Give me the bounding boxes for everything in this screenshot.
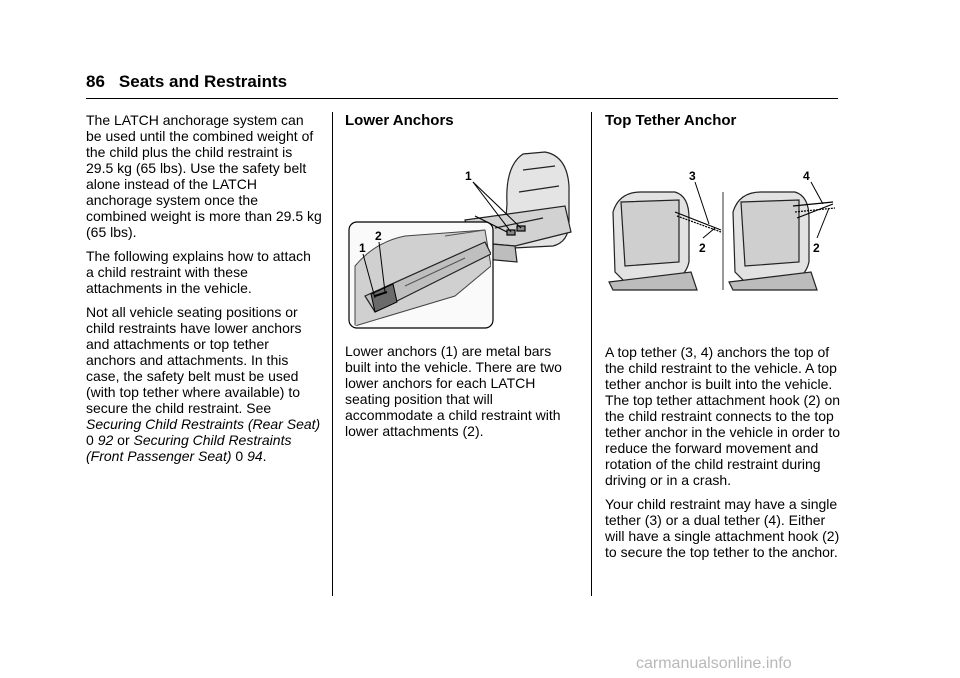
column-1 — [86, 112, 322, 472]
ref-rear-seat-link[interactable]: Securing Child Restraints (Rear Seat) — [86, 416, 321, 432]
ref-front-seat-link[interactable]: Securing Child Restraints (Front Passenger Seat) — [86, 432, 292, 464]
paragraph-not-all-positions — [86, 304, 322, 464]
page-header — [86, 72, 838, 92]
page-ref-symbol: 0 — [235, 448, 244, 464]
top-tether-illustration — [605, 162, 841, 292]
paragraph-latch-weight: The LATCH anchorage system can be used until the combined weight of the child plus the child restraint is 29.5 kg (65 lbs). Use the safety belt alone instead of the LATCH anchorage system once the combined weight is more than 29.5 kg (65 lbs). — [86, 112, 322, 240]
page-ref-symbol: 0 — [86, 432, 94, 448]
column-divider-2 — [591, 112, 592, 596]
paragraph-text: Not all vehicle seating positions or child restraints have lower anchors and attachments or top tether anchors and attachments. In this case, the safety belt must be used (with top tether where available) to secure the child restraint. See — [86, 304, 302, 416]
label-2-right: 2 — [813, 241, 820, 255]
top-tether-text — [605, 344, 841, 568]
ref-front-seat-page[interactable]: 94 — [247, 448, 263, 464]
paragraph-tether-types: Your child restraint may have a single tether (3) or a dual tether (4). Either will have a single attachment hook (2) to secure the top tether to the anchor. — [605, 496, 840, 560]
label-2-left: 2 — [699, 241, 706, 255]
or-text: or — [117, 432, 130, 448]
section-title: Seats and Restraints — [118, 72, 288, 91]
ref-rear-seat-page[interactable]: 92 — [97, 432, 114, 448]
label-1-inset: 1 — [359, 241, 366, 255]
label-3: 3 — [689, 169, 696, 183]
column-2 — [345, 112, 577, 130]
label-1-top: 1 — [465, 169, 472, 183]
watermark: carmanualsonline.info — [636, 655, 792, 672]
paragraph-top-tether-explain: A top tether (3, 4) anchors the top of the child restraint to the vehicle. A top tether anchor is built into the vehicle. The top tether attachment hook (2) on the child restraint connects to the top tether anchor in the vehicle in order to reduce the forward movement and rotation of the child restraint during driving or in a crash. — [605, 344, 841, 488]
label-4: 4 — [803, 169, 810, 183]
heading-top-tether-anchor: Top Tether Anchor — [605, 112, 737, 129]
paragraph-attach-explain: The following explains how to attach a child restraint with these attachments in the vehicle. — [86, 248, 311, 296]
column-3 — [605, 112, 841, 130]
lower-anchors-caption: Lower anchors (1) are metal bars built into the vehicle. There are two lower anchors for each LATCH seating position that will accommodate a child restraint with lower attachments (2). — [345, 343, 562, 439]
page-number: 86 — [86, 72, 105, 91]
label-2-inset: 2 — [375, 229, 382, 243]
column-divider-1 — [332, 112, 333, 596]
period: . — [262, 448, 267, 464]
lower-anchors-illustration — [345, 146, 577, 332]
header-rule — [86, 98, 838, 99]
heading-lower-anchors: Lower Anchors — [345, 112, 454, 129]
seat-single-tether-drawing — [609, 192, 697, 290]
seat-dual-tether-drawing — [729, 192, 817, 290]
